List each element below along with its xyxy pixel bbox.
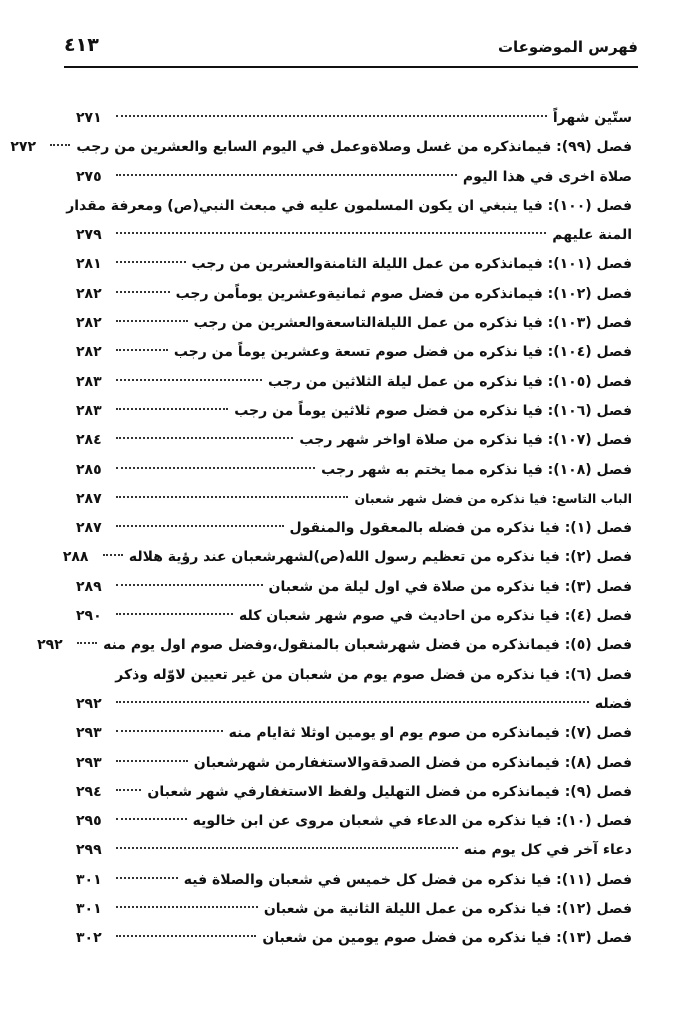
- toc-page-number: ٢٨٧: [76, 490, 102, 507]
- toc-page-number: ٢٨٨: [62, 549, 89, 566]
- toc-page-number: ٣٠١: [76, 871, 102, 888]
- leader-dots: [116, 818, 187, 820]
- leader-dots: [116, 760, 188, 762]
- toc-entry: [76, 842, 632, 871]
- leader-dots: [116, 789, 141, 791]
- leader-dots: [116, 847, 458, 849]
- toc-entry-title-continued: فضله: [594, 695, 632, 712]
- toc-entry: [76, 432, 632, 461]
- leader-dots: [50, 144, 70, 146]
- toc-entry-title: فصل (٥): فيمانذكره من فضل شهرشعبان بالمنقول،وفضل صوم اول يوم منه: [103, 637, 632, 654]
- toc-page-number: ٢٨٥: [76, 461, 102, 478]
- toc-entry: [76, 520, 632, 549]
- toc-entry: [66, 197, 632, 257]
- leader-dots: [116, 115, 547, 117]
- leader-dots: [116, 261, 186, 263]
- toc-entry-title: فصل (١٠٧): فيا نذكره من صلاة اواخر شهر رجب: [299, 432, 632, 449]
- toc-entry-title: الباب التاسع: فيا نذكره من فضل شهر شعبان: [354, 490, 632, 506]
- toc-page-number: ٢٨٢: [76, 315, 102, 332]
- leader-dots: [116, 320, 188, 322]
- toc-entry-title: فصل (١٠١): فيمانذكره من عمل الليلة الثامنةوالعشرين من رجب: [191, 256, 632, 273]
- leader-dots: [116, 906, 258, 908]
- toc-entry: [76, 579, 632, 608]
- toc-entry: [76, 667, 632, 726]
- toc-entry-title: صلاة اخرى في هذا اليوم: [462, 168, 632, 185]
- toc-page-number: ٢٨٢: [76, 344, 102, 361]
- toc-entry: [76, 872, 632, 901]
- toc-entry: [76, 901, 632, 930]
- leader-dots: [116, 877, 178, 879]
- leader-dots: [77, 642, 97, 644]
- toc-entry: [76, 813, 632, 842]
- toc-entry: [76, 608, 632, 637]
- toc-entry: [62, 549, 632, 578]
- leader-dots: [116, 349, 168, 351]
- toc-entry: [76, 403, 632, 432]
- toc-entry-title: فصل (٩٩): فيمانذكره من غسل وصلاةوعمل في اليوم السابع والعشرين من رجب: [76, 139, 632, 156]
- toc-entry-title: ستّين شهراً: [552, 110, 632, 126]
- toc-entry-title: دعاء آخر في كل يوم منه: [463, 842, 632, 859]
- header-page-number: ٤١٣: [64, 34, 99, 56]
- toc-entry: [76, 344, 632, 373]
- leader-dots: [116, 525, 284, 527]
- leader-dots: [116, 291, 170, 293]
- toc-entry: [37, 637, 632, 666]
- toc-page-number: ٢٨٩: [76, 578, 102, 595]
- leader-dots: [116, 379, 262, 381]
- toc-page-number: ٢٩٩: [76, 842, 102, 859]
- toc-page-number: ٢٩٤: [76, 783, 102, 800]
- toc-entry: [76, 256, 632, 285]
- leader-dots: [103, 554, 123, 556]
- toc-entry-title: فصل (١٢): فيا نذكره من عمل الليلة الثانية من شعبان: [263, 901, 632, 918]
- toc-page-number: ٢٨٢: [76, 285, 102, 302]
- toc-entry: [76, 784, 632, 813]
- toc-page-number: ٢٨٧: [76, 520, 102, 537]
- toc-entry-title: فصل (١٠): فيا نذكره من الدعاء في شعبان مروى عن ابن خالويه: [192, 813, 632, 830]
- header-rule: [64, 66, 638, 68]
- toc-entry-title: فصل (١١): فيا نذكره من فضل كل خميس في شعبان والصلاة فيه: [183, 871, 632, 888]
- toc-page-number: ٢٩٢: [37, 637, 63, 654]
- toc-entry: [76, 315, 632, 344]
- toc-page-number: ٢٨١: [76, 256, 102, 273]
- leader-dots: [116, 935, 256, 937]
- leader-dots: [116, 730, 223, 732]
- toc-page-number: ٢٩٢: [76, 695, 102, 712]
- leader-dots: [116, 467, 315, 469]
- leader-dots: [116, 408, 228, 410]
- toc-entry: [76, 755, 632, 784]
- toc-page-number: ٢٧٥: [76, 168, 102, 185]
- leader-dots: [116, 613, 233, 615]
- toc-entry-title: فصل (٦): فيا نذكره من فضل صوم يوم من شعبان من غير تعيين لاوّله وذكر: [115, 666, 632, 683]
- toc-entry-title: فصل (٨): فيمانذكره من فضل الصدقةوالاستغفارمن شهرشعبان: [193, 754, 632, 771]
- toc-page-number: ٢٧٢: [10, 139, 37, 156]
- leader-dots: [116, 437, 293, 439]
- toc-entry-title-continued: المنة عليهم: [552, 227, 632, 244]
- toc-entry: [76, 169, 632, 198]
- toc-entry-title: فصل (١٠٠): فيا ينبغي ان يكون المسلمون عليه في مبعث النبي(ص) ومعرفة مقدار: [66, 197, 632, 214]
- toc-page-number: ٣٠٢: [76, 930, 102, 947]
- toc-entry: [76, 462, 632, 491]
- toc-page-number: ٢٨٤: [76, 432, 102, 449]
- toc-entry-title: فصل (١٠٨): فيا نذكره مما يختم به شهر رجب: [321, 461, 632, 478]
- toc-entry: [76, 286, 632, 315]
- toc-entry: [76, 930, 632, 959]
- toc-page-number: ٢٩٠: [76, 608, 102, 625]
- toc-page-number: ٢٩٥: [76, 813, 102, 830]
- toc-entry-title: فصل (١٠٣): فيا نذكره من عمل الليلةالتاسعةوالعشرين من رجب: [193, 315, 632, 332]
- toc-page-number: ٢٩٣: [76, 754, 102, 771]
- page-header: [64, 34, 638, 64]
- toc-entry-title: فصل (١٠٤): فيا نذكره من فضل صوم تسعة وعشرين يوماً من رجب: [173, 344, 632, 361]
- toc-entry: [10, 139, 632, 168]
- toc-entry-title: فصل (٢): فيا نذكره من تعظيم رسول الله(ص)لشهرشعبان عند رؤية هلاله: [128, 549, 632, 566]
- toc-entry-title: فصل (١٠٦): فيا نذكره من فضل صوم ثلاثين يوماً من رجب: [234, 402, 632, 419]
- toc-entry-title: فصل (٩): فيمانذكره من فضل التهليل ولفظ الاستغفارفي شهر شعبان: [147, 783, 632, 800]
- toc-page-number: ٢٨٣: [76, 402, 102, 419]
- toc-entry-title: فصل (٤): فيا نذكره من احاديث في صوم شهر شعبان كله: [239, 608, 632, 625]
- table-of-contents: [10, 110, 632, 960]
- toc-entry-title: فصل (٧): فيمانذكره من صوم يوم او يومين اوثلا ثةايام منه: [228, 725, 632, 742]
- toc-entry-title: فصل (١٣): فيا نذكره من فضل صوم يومين من شعبان: [262, 930, 632, 947]
- toc-entry: [76, 491, 632, 520]
- toc-entry-title: فصل (١٠٢): فيمانذكره من فضل صوم ثمانيةوعشرين يوماًمن رجب: [175, 285, 632, 302]
- toc-entry: [76, 374, 632, 403]
- leader-dots: [116, 174, 457, 176]
- leader-dots: [116, 232, 546, 234]
- toc-entry-title: فصل (٣): فيا نذكره من صلاة في اول ليلة من شعبان: [268, 578, 632, 595]
- toc-page-number: ٢٧٩: [76, 227, 102, 244]
- toc-entry-title: فصل (١): فيا نذكره من فضله بالمعقول والمنقول: [289, 520, 632, 537]
- toc-page-number: ٢٧١: [76, 110, 102, 126]
- toc-page-number: ٣٠١: [76, 901, 102, 918]
- leader-dots: [116, 584, 263, 586]
- toc-entry: [76, 110, 632, 139]
- toc-page-number: ٢٨٣: [76, 373, 102, 390]
- toc-entry-title: فصل (١٠٥): فيا نذكره من عمل ليلة الثلاثين من رجب: [267, 373, 632, 390]
- header-title: فهرس الموضوعات: [497, 38, 638, 56]
- toc-entry: [76, 725, 632, 754]
- leader-dots: [116, 701, 589, 703]
- leader-dots: [116, 496, 348, 498]
- toc-page-number: ٢٩٣: [76, 725, 102, 742]
